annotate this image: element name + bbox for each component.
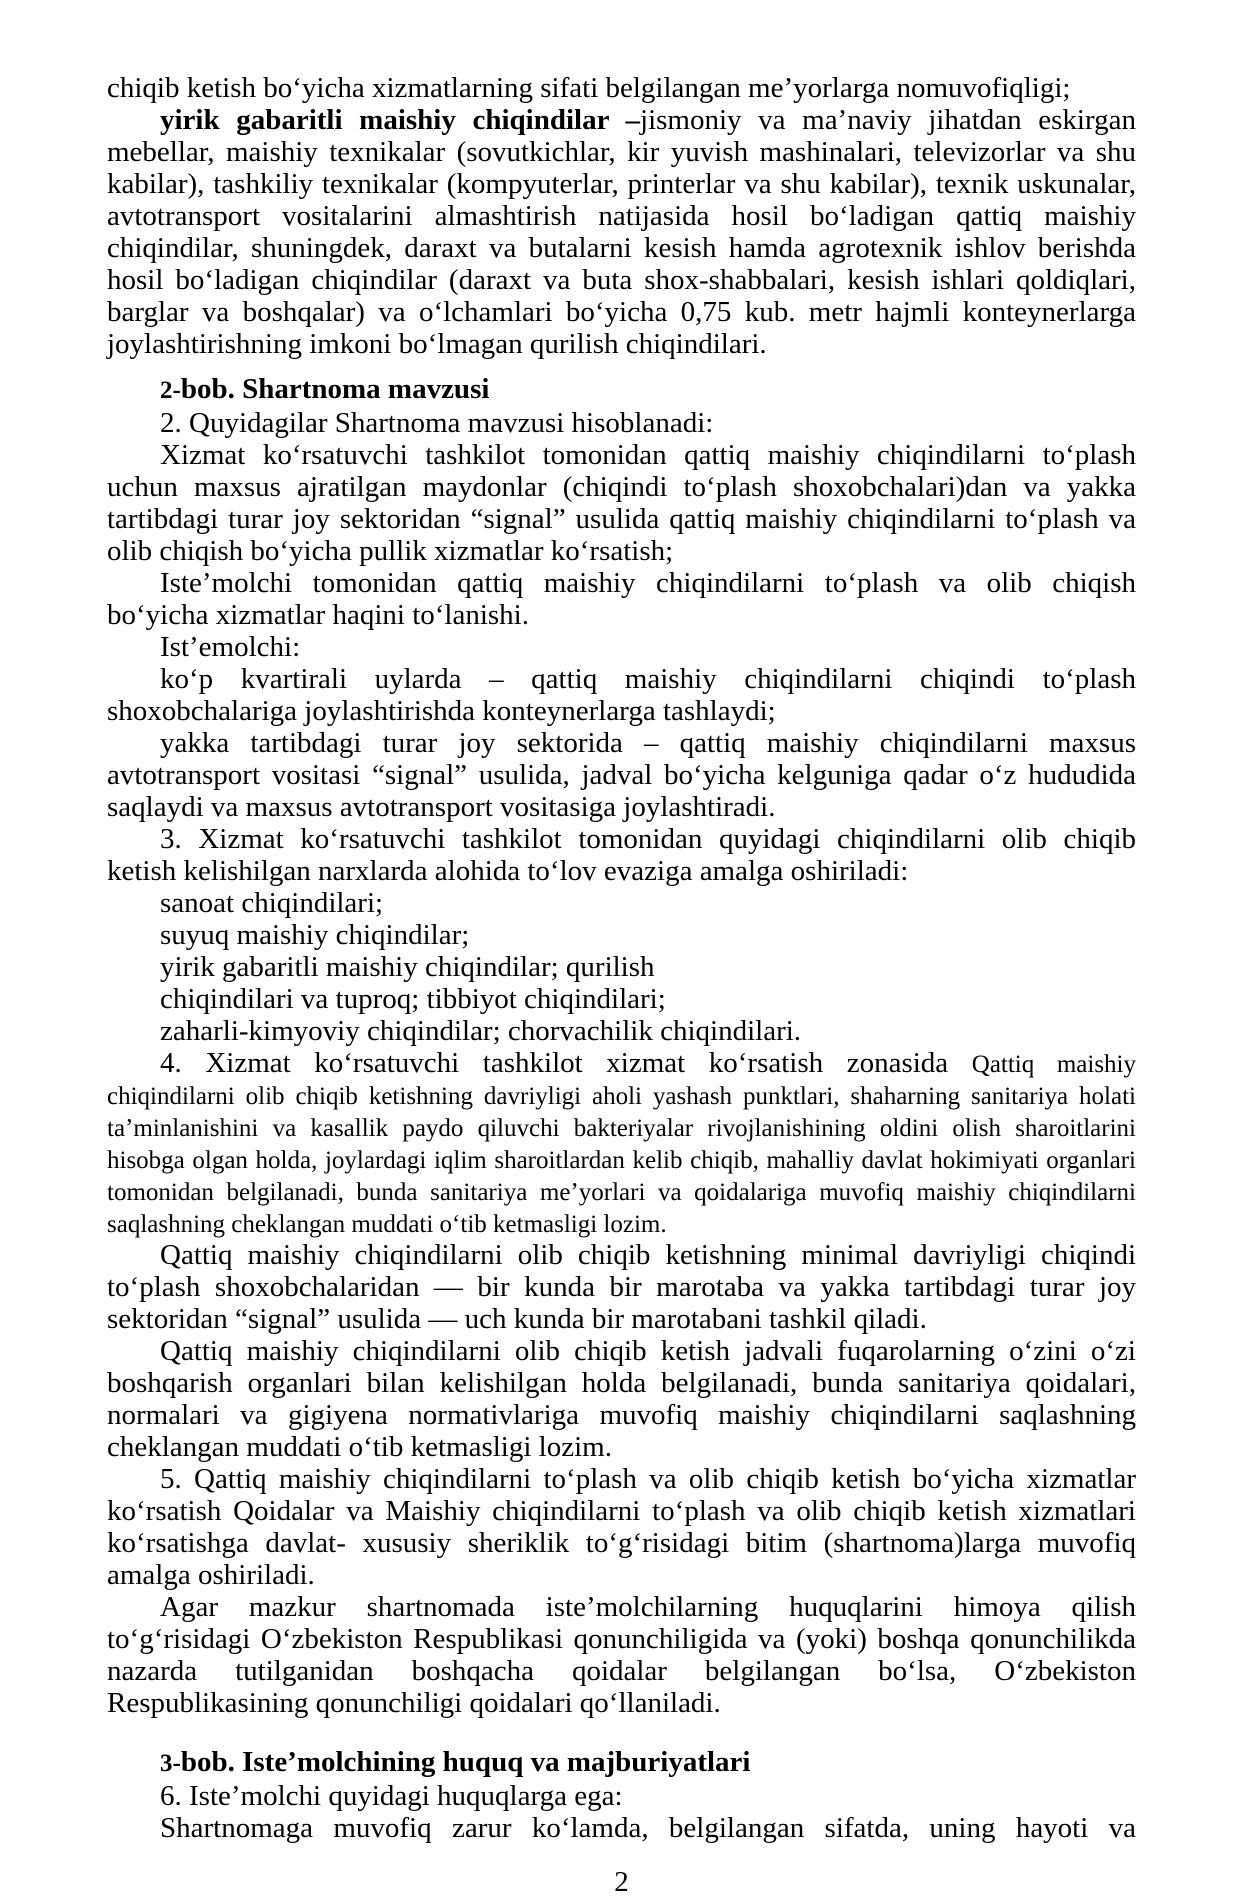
list-item-industrial-waste: sanoat chiqindilari; [160, 887, 384, 919]
list-item-toxic-livestock-waste: zaharli-kimyoviy chiqindilar; chorvachilik chiqindilari. [160, 1015, 802, 1047]
clause-4-detail-text: Qattiq maishiy chiqindilarni olib chiqib ketishning davriyligi aholi yashash punktlari, shaharning sanitariya holati taʼminlanishini va kasallik paydo qiluvchi bakteriyalar rivojlanishining oldini olish sharoitlarini hisobga olgan holda, joylardagi iqlim sharoitlardan kelib chiqib, mahalliy davlat hokimiyati organlari tomonidan belgilanadi, bunda sanitariya meʼyorlari va qoidalariga muvofiq maishiy chiqindilarni saqlashning cheklangan muddati oʻtib ketmasligi lozim. [107, 1051, 1136, 1238]
chapter-3-title: bob. Isteʼmolchining huquq va majburiyatlari [180, 1746, 751, 1778]
paragraph-individual-housing: yakka tartibdagi turar joy sektorida – qattiq maishiy chiqindilarni maxsus avtotransport vositasi “signal” usulida, jadval boʻyicha kelguniga qadar oʻz hududida saqlaydi va maxsus avtotransport vositasiga joylashtiradi. [107, 727, 1136, 823]
paragraph-bulky-waste-definition [107, 104, 1136, 360]
list-item-liquid-waste: suyuq maishiy chiqindilar; [160, 919, 470, 951]
paragraph-legislation-priority: Agar mazkur shartnomada isteʼmolchilarning huquqlarini himoya qilish toʻgʻrisidagi Oʻzbekiston Respublikasi qonunchiligida va (yoki) boshqa qonunchilikda nazarda tutilganidan boshqacha qoidalar belgilangan boʻlsa, Oʻzbekiston Respublikasining qonunchiligi qoidalari qoʻllaniladi. [107, 1591, 1136, 1719]
chapter-2-heading [107, 373, 1136, 407]
paragraph-apartment-buildings: koʻp kvartirali uylarda – qattiq maishiy chiqindilarni chiqindi toʻplash shoxobchalariga joylashtirishda konteynerlarga tashlaydi; [107, 663, 1136, 727]
paragraph-consumer-payment: Isteʼmolchi tomonidan qattiq maishiy chiqindilarni toʻplash va olib chiqish boʻyicha xizmatlar haqini toʻlanishi. [107, 567, 1136, 631]
paragraph-clause-3-paid-removal: 3. Xizmat koʻrsatuvchi tashkilot tomonidan quyidagi chiqindilarni olib chiqib ketish kelishilgan narxlarda alohida toʻlov evaziga amalga oshiriladi: [107, 823, 1136, 887]
paragraph-minimal-periodicity: Qattiq maishiy chiqindilarni olib chiqib ketishning minimal davriyligi chiqindi toʻplash shoxobchalaridan — bir kunda bir marotaba va yakka tartibdagi turar joy sektoridan “signal” usulida — uch kunda bir marotabani tashkil qiladi. [107, 1239, 1136, 1335]
chapter-3-heading [107, 1746, 1136, 1780]
paragraph-consumer-label: Istʼemolchi: [160, 631, 301, 663]
page-number: 2 [614, 1866, 629, 1898]
chapter-2-title: bob. Shartnoma mavzusi [180, 373, 490, 405]
paragraph-clause-6-rights-intro: 6. Isteʼmolchi quyidagi huquqlarga ega: [160, 1780, 623, 1812]
paragraph-service-quality-clause: chiqib ketish boʻyicha xizmatlarning sifati belgilangan meʼyorlarga nomuvofiqligi; [107, 72, 1071, 104]
clause-4-lead-text: 4. Xizmat koʻrsatuvchi tashkilot xizmat koʻrsatish zonasida [160, 1047, 972, 1079]
chapter-2-number: 2- [160, 377, 181, 404]
paragraph-clause-2-intro: 2. Quyidagilar Shartnoma mavzusi hisoblanadi: [160, 407, 714, 439]
list-item-bulky-construction-waste: yirik gabaritli maishiy chiqindilar; qurilish [160, 951, 655, 983]
paragraph-contract-scope-continued: Shartnomaga muvofiq zarur koʻlamda, belgilangan sifatda, uning hayoti va [160, 1812, 1136, 1844]
bulky-waste-definition-text: jismoniy va maʼnaviy jihatdan eskirgan mebellar, maishiy texnikalar (sovutkichlar, kir yuvish mashinalari, televizorlar va shu kabilar), tashkiliy texnikalar (kompyuterlar, printerlar va shu kabilar), texnik uskunalar, avtotransport vositalarini almashtirish natijasida hosil boʻladigan qattiq maishiy chiqindilar, shuningdek, daraxt va butalarni kesish hamda agrotexnik ishlov berishda hosil boʻladigan chiqindilar (daraxt va buta shox-shabbalari, kesish ishlari qoldiqlari, barglar va boshqalar) va oʻlchamlari boʻyicha 0,75 kub. metr hajmli konteynerlarga joylashtirishning imkoni boʻlmagan qurilish chiqindilari. [107, 104, 1136, 360]
paragraph-provider-services: Xizmat koʻrsatuvchi tashkilot tomonidan qattiq maishiy chiqindilarni toʻplash uchun maxsus ajratilgan maydonlar (chiqindi toʻplash shoxobchalari)dan va yakka tartibdagi turar joy sektoridan “signal” usulida qattiq maishiy chiqindilarni toʻplash va olib chiqish boʻyicha pullik xizmatlar koʻrsatish; [107, 439, 1136, 567]
paragraph-clause-4-periodicity [107, 1047, 1136, 1239]
chapter-3-number: 3- [160, 1750, 181, 1777]
list-item-soil-medical-waste: chiqindilari va tuproq; tibbiyot chiqindilari; [160, 983, 666, 1015]
bulky-waste-term: yirik gabaritli maishiy chiqindilar – [160, 104, 641, 136]
paragraph-removal-schedule: Qattiq maishiy chiqindilarni olib chiqib ketish jadvali fuqarolarning oʻzini oʻzi boshqarish organlari bilan kelishilgan holda belgilanadi, bunda sanitariya qoidalari, normalari va gigiyena normativlariga muvofiq maishiy chiqindilarni saqlashning cheklangan muddati oʻtib ketmasligi lozim. [107, 1335, 1136, 1463]
paragraph-clause-5-rules: 5. Qattiq maishiy chiqindilarni toʻplash va olib chiqib ketish boʻyicha xizmatlar koʻrsatish Qoidalar va Maishiy chiqindilarni toʻplash va olib chiqib ketish xizmatlari koʻrsatishga davlat- xususiy sheriklik toʻgʻrisidagi bitim (shartnoma)larga muvofiq amalga oshiriladi. [107, 1463, 1136, 1591]
